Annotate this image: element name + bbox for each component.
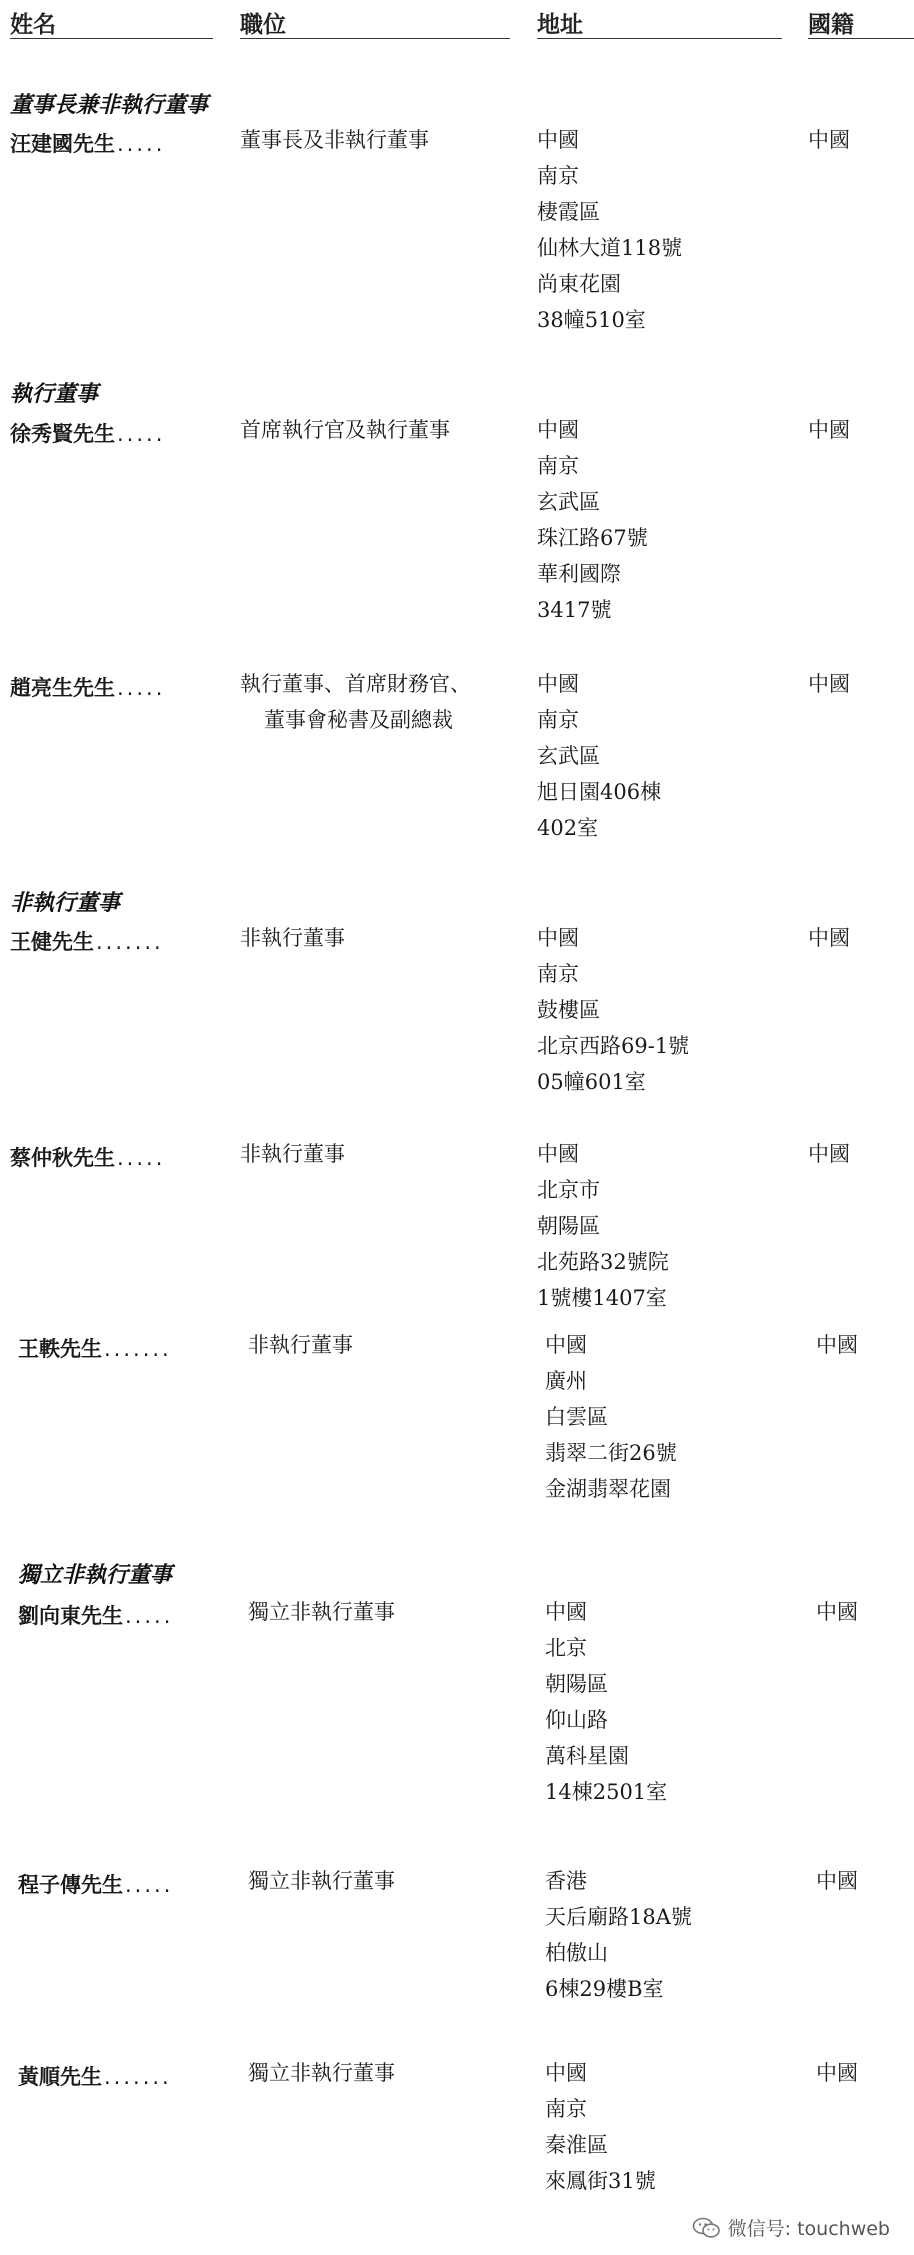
watermark <box>692 2214 890 2241</box>
header-rule-nationality <box>808 38 914 39</box>
header-address: 地址 <box>537 12 583 38</box>
director-position: 獨立非執行董事 <box>248 1600 395 1624</box>
header-rule-name <box>10 38 213 39</box>
director-name: 劉向東先生..... <box>18 1604 174 1628</box>
director-address: 中國 南京 棲霞區 仙林大道118號 尚東花園 38幢510室 <box>537 128 683 332</box>
director-nationality: 中國 <box>816 1600 858 1624</box>
section-title: 獨立非執行董事 <box>18 1563 173 1588</box>
director-name: 蔡仲秋先生..... <box>10 1146 166 1170</box>
director-address: 中國 南京 鼓樓區 北京西路69-1號 05幢601室 <box>537 926 690 1094</box>
director-address: 中國 南京 玄武區 旭日園406棟 402室 <box>537 672 662 840</box>
section-title: 執行董事 <box>10 382 99 407</box>
director-name: 徐秀賢先生..... <box>10 422 166 446</box>
director-nationality: 中國 <box>808 418 850 442</box>
director-name: 王軼先生....... <box>18 1337 172 1361</box>
director-nationality: 中國 <box>808 672 850 696</box>
director-name: 汪建國先生..... <box>10 132 166 156</box>
director-position: 執行董事、首席財務官、 董事會秘書及副總裁 <box>240 672 471 732</box>
director-nationality: 中國 <box>808 128 850 152</box>
section-title: 董事長兼非執行董事 <box>10 93 209 118</box>
director-position: 獨立非執行董事 <box>248 1869 395 1893</box>
director-name: 程子傳先生..... <box>18 1873 174 1897</box>
director-address: 中國 廣州 白雲區 翡翠二街26號 金湖翡翠花園 <box>545 1333 677 1501</box>
header-position: 職位 <box>240 12 286 38</box>
header-name: 姓名 <box>10 12 56 38</box>
header-nationality: 國籍 <box>808 12 854 38</box>
director-nationality: 中國 <box>808 926 850 950</box>
watermark-text: 微信号: touchweb <box>727 2218 890 2240</box>
director-address: 中國 北京市 朝陽區 北苑路32號院 1號樓1407室 <box>537 1142 669 1310</box>
director-nationality: 中國 <box>808 1142 850 1166</box>
director-position: 非執行董事 <box>240 926 345 950</box>
director-name: 趙亮生先生..... <box>10 676 166 700</box>
director-nationality: 中國 <box>816 2061 858 2085</box>
header-rule-address <box>537 38 782 39</box>
director-position: 非執行董事 <box>248 1333 353 1357</box>
director-name: 黃順先生....... <box>18 2065 172 2089</box>
director-address: 中國 北京 朝陽區 仰山路 萬科星園 14棟2501室 <box>545 1600 668 1804</box>
director-position: 首席執行官及執行董事 <box>240 418 450 442</box>
director-address: 中國 南京 玄武區 珠江路67號 華利國際 3417號 <box>537 418 648 622</box>
section-title: 非執行董事 <box>10 891 121 916</box>
director-address: 中國 南京 秦淮區 來鳳街31號 <box>545 2061 656 2193</box>
header-rule-position <box>240 38 510 39</box>
director-name: 王健先生....... <box>10 930 164 954</box>
director-nationality: 中國 <box>816 1869 858 1893</box>
director-address: 香港 天后廟路18A號 柏傲山 6棟29樓B室 <box>545 1869 692 2001</box>
wechat-icon <box>692 2216 722 2240</box>
director-position: 獨立非執行董事 <box>248 2061 395 2085</box>
director-position: 董事長及非執行董事 <box>240 128 429 152</box>
director-position: 非執行董事 <box>240 1142 345 1166</box>
director-nationality: 中國 <box>816 1333 858 1357</box>
